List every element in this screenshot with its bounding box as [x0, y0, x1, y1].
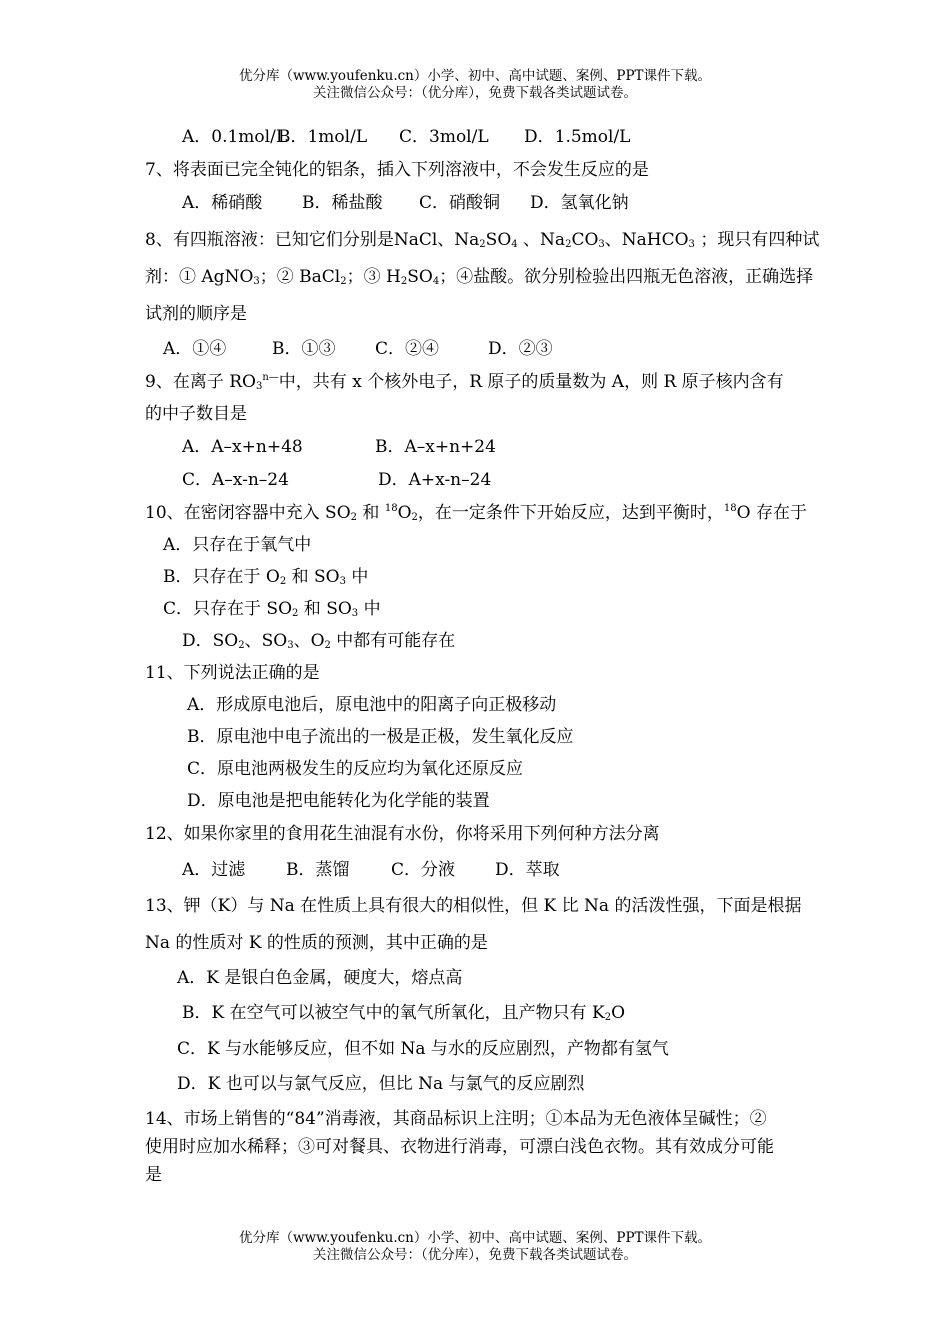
q8-option-c: C．②④ — [375, 339, 440, 359]
q9-option-d: D．A+x-n–24 — [378, 470, 492, 490]
q6-option-d: D．1.5mol/L — [524, 127, 631, 147]
q13-option-a: A．K 是银白色金属，硬度大，熔点高 — [177, 968, 463, 988]
q11-option-b: B．原电池中电子流出的一极是正极，发生氧化反应 — [187, 727, 574, 747]
header-line-2: 关注微信公众号：（优分库），免费下载各类试题试卷。 — [313, 85, 637, 101]
q6-option-b: B．1mol/L — [278, 127, 368, 147]
q6-option-a: A．0.1mol/L — [182, 127, 288, 147]
q6-option-c: C．3mol/L — [399, 127, 489, 147]
q8-option-a: A．①④ — [163, 339, 227, 359]
footer-line-1: 优分库（www.youfenku.cn）小学、初中、高中试题、案例、PPT课件下载。 — [238, 1230, 712, 1246]
q9-options-row-2 — [182, 469, 491, 491]
q11-option-a: A．形成原电池后，原电池中的阳离子向正极移动 — [187, 695, 557, 715]
q11-stem: 11、下列说法正确的是 — [145, 663, 320, 683]
q10-option-a: A．只存在于氧气中 — [163, 535, 312, 555]
footer-line-2: 关注微信公众号：（优分库），免费下载各类试题试卷。 — [313, 1247, 637, 1263]
q13-option-b: B．K 在空气可以被空气中的氧气所氧化，且产物只有 $K_2O$ — [182, 1003, 626, 1023]
q7-option-a: A．稀硝酸 — [182, 193, 263, 213]
q9-option-a: A．A–x+n+48 — [182, 437, 303, 457]
q7-option-c: C．硝酸铜 — [419, 193, 501, 213]
q7-option-b: B．稀盐酸 — [302, 193, 383, 213]
q13-stem-line-2: Na 的性质对 K 的性质的预测，其中正确的是 — [145, 933, 488, 953]
q12-option-d: D．萃取 — [495, 860, 560, 880]
header-line-1: 优分库（www.youfenku.cn）小学、初中、高中试题、案例、PPT课件下载。 — [238, 68, 712, 84]
q13-option-d: D．K 也可以与氯气反应，但比 Na 与氯气的反应剧烈 — [177, 1074, 585, 1094]
q14-line-1: 14、市场上销售的“84”消毒液，其商品标识上注明；①本品为无色液体呈碱性；② — [145, 1109, 767, 1129]
q12-options — [182, 859, 560, 881]
q12-stem: 12、如果你家里的食用花生油混有水份，你将采用下列何种方法分离 — [145, 824, 660, 844]
page-footer — [0, 1230, 950, 1264]
q9-options-row-1 — [182, 436, 496, 458]
q10-stem: 10、在密闭容器中充入 $SO_2$ 和 $^{18}O_2$，在一定条件下开始反应，达到平衡时，$^{18}$O 存在于 — [145, 503, 807, 523]
page-header — [0, 68, 950, 102]
q9-option-c: C．A–x-n–24 — [182, 470, 289, 490]
q12-option-c: C．分液 — [391, 860, 456, 880]
q10-option-d: D．$SO_2$、$SO_3$、$O_2$ 中都有可能存在 — [182, 631, 456, 651]
q8-options — [163, 338, 553, 360]
q14-line-2: 使用时应加水稀释；③可对餐具、衣物进行消毒，可漂白浅色衣物。其有效成分可能 — [145, 1137, 774, 1157]
q11-option-c: C．原电池两极发生的反应均为氧化还原反应 — [187, 759, 524, 779]
q12-option-a: A．过滤 — [182, 860, 246, 880]
q13-stem-line-1: 13、钾（K）与 Na 在性质上具有很大的相似性，但 K 比 Na 的活泼性强，下面是根据 — [145, 896, 802, 916]
q9-option-b: B．A–x+n+24 — [375, 437, 496, 457]
q8-option-d: D．②③ — [488, 339, 553, 359]
q9-stem-line-1: 9、在离子 $RO_3^{n—}$中，共有 x 个核外电子，R 原子的质量数为 A，则 R 原子核内含有 — [145, 372, 784, 392]
q7-options — [182, 192, 629, 214]
q10-option-b: B．只存在于 $O_2$ 和 $SO_3$ 中 — [163, 567, 369, 587]
q14-line-3: 是 — [145, 1165, 162, 1185]
q10-option-c: C．只存在于 $SO_2$ 和 $SO_3$ 中 — [163, 599, 381, 619]
q13-option-c: C．K 与水能够反应，但不如 Na 与水的反应剧烈，产物都有氢气 — [177, 1039, 669, 1059]
q8-stem-line-2: 剂：① AgNO$_3$；② BaCl$_2$；③ $H_2SO_4$；④盐酸。欲分别检验出四瓶无色溶液，正确选择 — [145, 267, 814, 287]
q8-stem-line-1: 8、有四瓶溶液：已知它们分别是NaCl、$Na_2SO_4$ 、$Na_2CO_3$、NaHCO$_3$ ；现只有四种试 — [145, 230, 820, 250]
q9-stem-line-2: 的中子数目是 — [145, 404, 247, 424]
q8-stem-line-3: 试剂的顺序是 — [145, 304, 247, 324]
q6-options — [182, 126, 630, 148]
q7-stem: 7、将表面已完全钝化的铝条，插入下列溶液中，不会发生反应的是 — [145, 160, 649, 180]
q7-option-d: D．氢氧化钠 — [530, 193, 629, 213]
q11-option-d: D．原电池是把电能转化为化学能的装置 — [187, 791, 490, 811]
q8-option-b: B．①③ — [272, 339, 336, 359]
q12-option-b: B．蒸馏 — [286, 860, 350, 880]
